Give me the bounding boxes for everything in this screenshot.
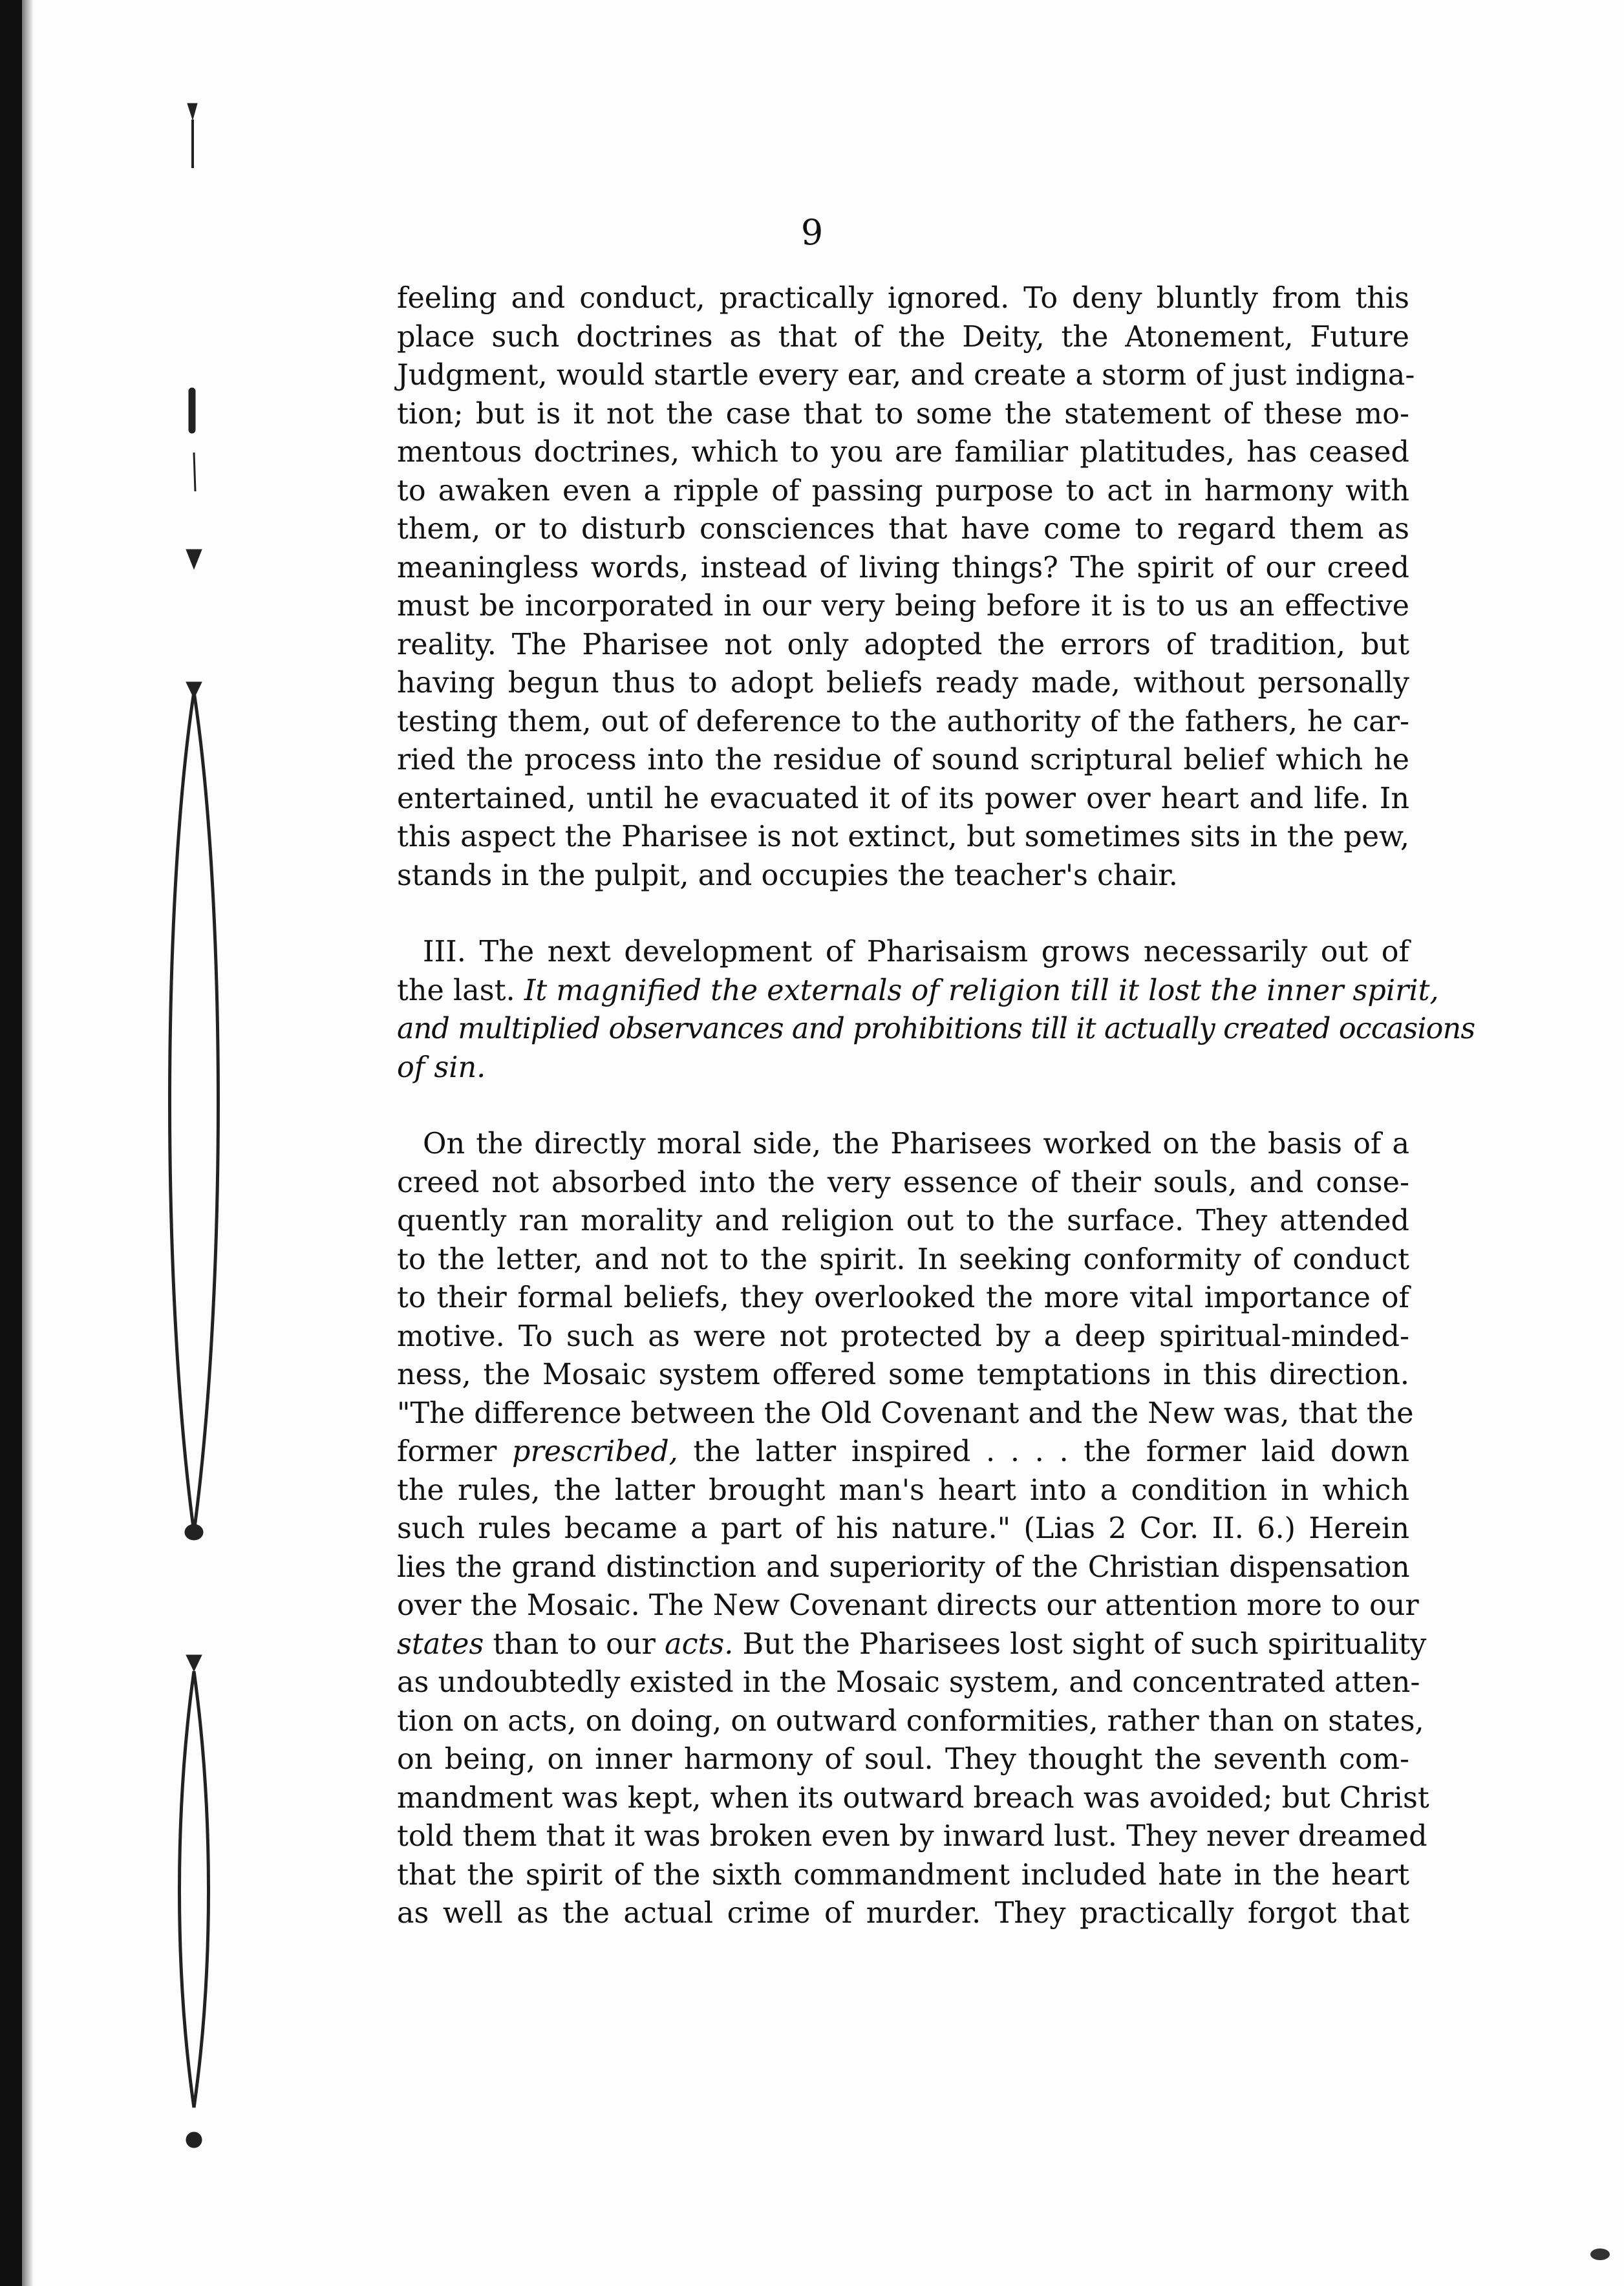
- stitch-mid-thread: [194, 453, 195, 491]
- binding-shadow: [22, 0, 34, 2286]
- stitch-marks: [170, 103, 219, 2148]
- page-number: 9: [800, 212, 824, 253]
- text-line: motive. To such as were not protected by a deep spiritual-minded-: [397, 1319, 1409, 1353]
- thread-loop-1b: [194, 692, 219, 1532]
- text-line: that the spirit of the sixth commandment included hate in the heart: [397, 1858, 1409, 1892]
- text-line: feeling and conduct, practically ignored. To deny bluntly from this: [397, 282, 1409, 315]
- italic-text-run: prescribed,: [512, 1435, 678, 1468]
- text-line: mandment was kept, when its outward breach was avoided; but Christ: [397, 1781, 1429, 1815]
- text-line: stands in the pulpit, and occupies the teacher's chair.: [397, 859, 1178, 892]
- thread-loop-2b: [194, 1671, 209, 2108]
- text-line: entertained, until he evacuated it of its power over heart and life. In: [397, 782, 1409, 815]
- body-text: [397, 279, 1475, 1933]
- stitch-hole-1: [189, 388, 195, 433]
- text-line: III. The next development of Pharisaism grows necessarily out of: [423, 935, 1409, 968]
- binding-stitching: [149, 0, 278, 2286]
- text-line: quently ran morality and religion out to the surface. They attended: [397, 1204, 1409, 1237]
- text-line: to their formal beliefs, they overlooked the more vital importance of: [397, 1281, 1409, 1314]
- text-line: reality. The Pharisee not only adopted the errors of tradition, but: [397, 628, 1409, 661]
- text-line: lies the grand distinction and superiority of the Christian dispensation: [397, 1550, 1409, 1584]
- thread-loop-2: [180, 1671, 195, 2108]
- italic-text-run: acts.: [665, 1627, 734, 1661]
- text-line: On the directly moral side, the Pharisees worked on the basis of a: [423, 1127, 1409, 1160]
- text-line: them, or to disturb consciences that have come to regard them as: [397, 513, 1409, 546]
- italic-text-run: states: [397, 1627, 484, 1661]
- text-line: to awaken even a ripple of passing purpose to act in harmony with: [397, 474, 1409, 507]
- text-line: creed not absorbed into the very essence of their souls, and conse-: [397, 1166, 1409, 1199]
- paragraph-1: [397, 279, 1415, 895]
- text-run: than to our: [493, 1627, 656, 1661]
- text-line: as well as the actual crime of murder. They practically forgot that: [397, 1897, 1409, 1930]
- text-line: tion; but is it not the case that to some the statement of these mo-: [397, 397, 1409, 431]
- binding-edge: [0, 0, 22, 2286]
- text-line: such rules became a part of his nature." (Lias 2 Cor. II. 6.) Herein: [397, 1512, 1409, 1545]
- stitch-mark-4: [186, 1655, 202, 1671]
- text-line: [397, 972, 1439, 1010]
- text-line: [397, 1433, 1409, 1471]
- text-run: But the Pharisees lost sight of such spirituality: [742, 1627, 1427, 1661]
- text-line: ness, the Mosaic system offered some temptations in this direction.: [397, 1358, 1409, 1391]
- text-line: tion on acts, on doing, on outward conformities, rather than on states,: [397, 1704, 1424, 1738]
- text-line: the rules, the latter brought man's heart into a condition in which: [397, 1473, 1409, 1507]
- text-line: told them that it was broken even by inward lust. They never dreamed: [397, 1820, 1427, 1853]
- text-line: "The difference between the Old Covenant and the New was, that the: [397, 1396, 1414, 1430]
- text-run: former: [397, 1435, 497, 1468]
- text-line: having begun thus to adopt beliefs ready made, without personally: [397, 667, 1409, 700]
- italic-text-run: It magnified the externals of religion till it lost the inner spirit,: [524, 974, 1439, 1007]
- text-line: on being, on inner harmony of soul. They thought the seventh com-: [397, 1743, 1409, 1776]
- stitch-knot-2: [186, 2132, 202, 2148]
- thread-loop-1: [170, 692, 195, 1532]
- text-line: to the letter, and not to the spirit. In seeking conformity of conduct: [397, 1243, 1409, 1276]
- text-line: [397, 1625, 1427, 1664]
- text-line: place such doctrines as that of the Deity, the Atonement, Future: [397, 320, 1409, 354]
- stitch-mark-2: [186, 550, 202, 569]
- scan-artifact: [1590, 2249, 1610, 2260]
- stitch-top-mark: [187, 103, 197, 120]
- text-line: testing them, out of deference to the authority of the fathers, he car-: [397, 705, 1409, 738]
- stitch-knot-1: [185, 1524, 203, 1540]
- text-line: of sin.: [397, 1051, 486, 1084]
- text-run: the latter inspired . . . . the former laid down: [693, 1435, 1409, 1468]
- text-line: as undoubtedly existed in the Mosaic system, and concentrated atten-: [397, 1666, 1420, 1699]
- paragraph-3: [397, 1125, 1429, 1933]
- text-line: meaningless words, instead of living things? The spirit of our creed: [397, 551, 1409, 584]
- text-line: and multiplied observances and prohibitions till it actually created occasions: [397, 1012, 1475, 1045]
- text-line: must be incorporated in our very being before it is to us an effective: [397, 590, 1409, 623]
- text-line: this aspect the Pharisee is not extinct, but sometimes sits in the pew,: [397, 820, 1409, 853]
- text-line: Judgment, would startle every ear, and create a storm of just indigna-: [397, 359, 1415, 392]
- text-run: the last.: [397, 974, 515, 1007]
- paragraph-2: [397, 933, 1475, 1087]
- text-line: mentous doctrines, which to you are familiar platitudes, has ceased: [397, 436, 1409, 469]
- text-line: over the Mosaic. The New Covenant directs our attention more to our: [397, 1589, 1419, 1622]
- text-line: ried the process into the residue of sound scriptural belief which he: [397, 743, 1409, 776]
